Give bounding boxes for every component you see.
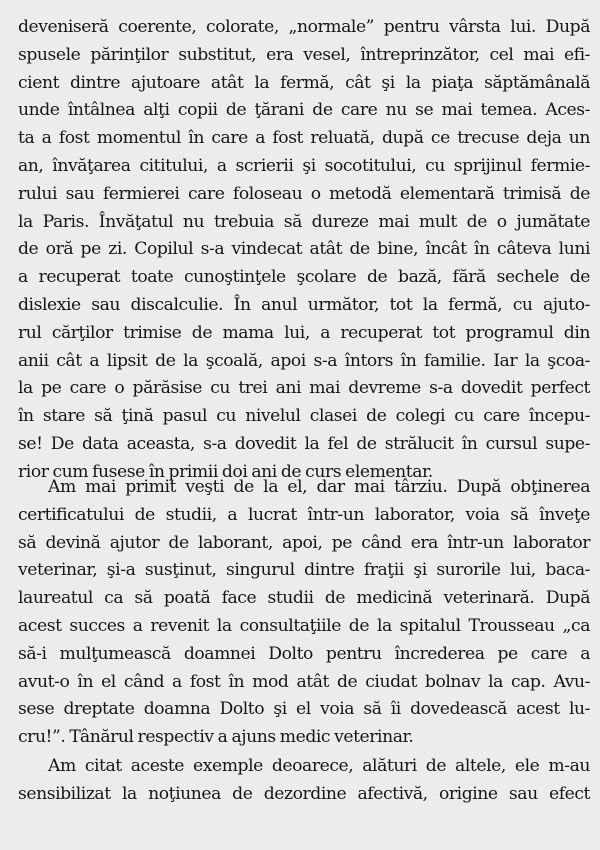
text-line: cient dintre ajutoare atât la fermă, cât şi la piaţa săptămânală [18,72,590,93]
text-line: rul cărţilor trimise de mama lui, a recuperat tot programul din [18,322,590,343]
text-line: la pe care o părăsise cu trei ani mai devreme s-a dovedit perfect [18,378,590,399]
text-line: laureatul ca să poată face studii de medicină veterinară. După [18,588,590,609]
text-line: sensibilizat la noţiunea de dezordine afectivă, origine sau efect [18,783,590,804]
text-line: se! De data aceasta, s-a dovedit la fel de strălucit în cursul supe- [18,433,590,454]
text-line: la Paris. Învăţatul nu trebuia să dureze mai mult de o jumătate [18,211,590,232]
text-line: certificatului de studii, a lucrat într-un laborator, voia să înveţe [18,504,590,525]
text-line: să devină ajutor de laborant, apoi, pe când era într-un laborator [18,532,590,553]
text-line: în stare să ţină pasul cu nivelul clasei de colegi cu care începu- [18,406,590,427]
paragraph-2 [18,474,590,752]
text-line: Am citat aceste exemple deoarece, alături de altele, ele m-au [48,756,590,776]
text-line: veterinar, şi-a susţinut, singurul dintre fraţii şi surorile lui, baca- [18,560,590,581]
text-line: rior cum fusese în primii doi ani de curs elementar. [18,461,433,482]
text-line: rului sau fermierei care foloseau o metodă elementară trimisă de [18,183,590,204]
text-line: acest succes a revenit la consultaţiile de la spitalul Trousseau „ca [18,615,590,636]
text-line: cru!”. Tânărul respectiv a ajuns medic veterinar. [18,727,414,748]
text-line: an, învăţarea cititului, a scrierii şi socotitului, cu sprijinul fermie- [18,155,590,176]
text-line: anii cât a lipsit de la şcoală, apoi s-a întors în familie. Iar la şcoa- [18,350,590,371]
text-line: a recuperat toate cunoştinţele şcolare de bază, fără sechele de [18,267,590,288]
paragraph-1 [18,14,590,487]
text-line: ta a fost momentul în care a fost reluată, după ce trecuse deja un [18,128,590,149]
text-line: Am mai primit veşti de la el, dar mai târziu. După obţinerea [48,477,590,497]
text-line: să-i mulţumească doamnei Dolto pentru încrederea pe care a [18,643,590,664]
text-line: unde întâlnea alţi copii de ţărani de care nu se mai temea. Aces- [18,100,590,121]
text-line: deveniseră coerente, colorate, „normale” pentru vârsta lui. După [18,17,590,37]
text-line: de oră pe zi. Copilul s-a vindecat atât de bine, încât în câteva luni [18,239,590,260]
text-line: spusele părinţilor substitut, era vesel, întreprinzător, cel mai efi- [18,44,590,65]
text-line: dislexie sau discalculie. În anul următor, tot la fermă, cu ajuto- [18,294,590,315]
paragraph-3 [18,753,590,809]
text-line: sese dreptate doamna Dolto şi el voia să îi dovedească acest lu- [18,699,590,720]
text-line: avut-o în el când a fost în mod atât de ciudat bolnav la cap. Avu- [18,671,590,692]
